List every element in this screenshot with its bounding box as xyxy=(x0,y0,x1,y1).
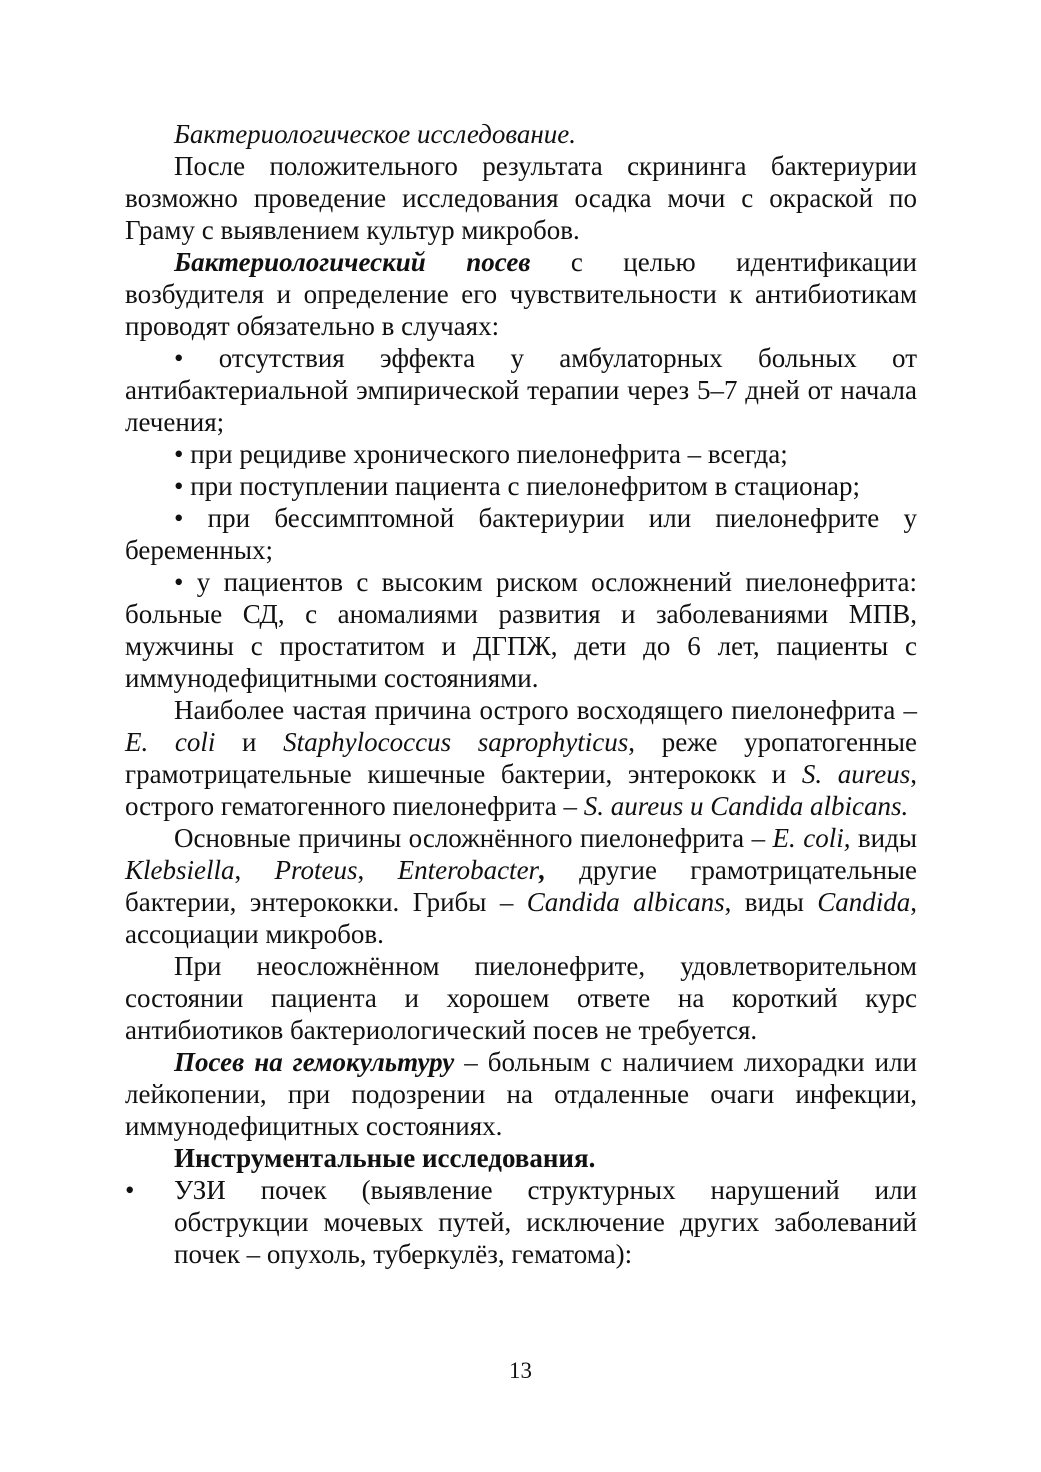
list-item: • у пациентов с высоким риском осложнений пиелонефрита: больные СД, с аномалиями развития и заболеваниями МПВ, мужчины с простатитом и ДГПЖ, дети до 6 лет, пациенты с иммунодефицитными состояниями. xyxy=(125,567,917,693)
text: , xyxy=(234,855,275,885)
section-heading-instrumental: Инструментальные исследования. xyxy=(174,1143,596,1173)
list-item: • при бессимптомной бактериурии или пиелонефрите у беременных; xyxy=(125,503,917,565)
species-name: S. aureus и Candida albicans. xyxy=(583,791,909,821)
bullet-mark: • xyxy=(125,1175,135,1205)
paragraph-blood-culture xyxy=(125,1046,917,1142)
paragraph-screening: После положительного результата скрининга бактериурии возможно проведение исследования осадка мочи с окраской по Граму с выявлением культур микробов. xyxy=(125,151,917,245)
list-item-ultrasound xyxy=(125,1174,917,1270)
paragraph-blood-culture-text: – больным с наличием лихорадки или лейкопении, при подозрении на отдаленные очаги инфекции, иммунодефицитных состояниях. xyxy=(125,1047,917,1141)
species-name: S. aureus xyxy=(801,759,911,789)
species-name: E. coli, xyxy=(772,823,851,853)
term-blood-culture: Посев на гемокультуру xyxy=(174,1047,455,1077)
text: , ассоциации микробов. xyxy=(125,887,917,949)
list-item: • при рецидиве хронического пиелонефрита – всегда; xyxy=(174,439,788,469)
paragraph-culture-text: с целью идентификации возбудителя и определение его чувствительности к антибиотикам проводят обязательно в случаях: xyxy=(125,247,918,341)
species-name: Enterobacter xyxy=(397,855,540,885)
text: Основные причины осложнённого пиелонефрита – xyxy=(174,823,773,853)
species-name: Staphylococcus saprophyticus xyxy=(283,727,629,757)
paragraph-culture xyxy=(125,246,917,342)
species-name: Candida albicans xyxy=(526,887,725,917)
species-name: Candida xyxy=(817,887,911,917)
text: , реже уропатогенные грамотрицательные кишечные бактерии, энтерококк и xyxy=(125,727,918,789)
paragraph-acute-causes xyxy=(125,694,917,822)
page-body xyxy=(125,118,917,1270)
text: , острого гематогенного пиелонефрита – xyxy=(125,759,917,821)
text: , xyxy=(539,855,546,885)
list-item-text: УЗИ почек (выявление структурных нарушений или обструкции мочевых путей, исключение других заболеваний почек – опухоль, туберкулёз, гематома): xyxy=(174,1175,917,1269)
paragraph-complicated-causes xyxy=(125,822,917,950)
indications-list xyxy=(125,342,917,694)
species-name: E. coli xyxy=(125,727,216,757)
species-name: Klebsiella xyxy=(125,855,235,885)
paragraph-uncomplicated: При неосложнённом пиелонефрите, удовлетворительном состоянии пациента и хорошем ответе на короткий курс антибиотиков бактериологический посев не требуется. xyxy=(125,951,917,1045)
text: , xyxy=(357,855,398,885)
list-item: • при поступлении пациента с пиелонефритом в стационар; xyxy=(174,471,861,501)
text: и xyxy=(215,727,284,757)
section-heading-bacteriology: Бактериологическое исследование. xyxy=(174,119,577,149)
text: , виды xyxy=(724,887,818,917)
page-number: 13 xyxy=(509,1358,532,1383)
term-bact-culture: Бактериологический посев xyxy=(174,247,531,277)
text: другие грамотрицательные бактерии, энтерококки. Грибы – xyxy=(125,855,918,917)
list-item: • отсутствия эффекта у амбулаторных больных от антибактериальной эмпирической терапии через 5–7 дней от начала лечения; xyxy=(125,343,917,437)
text: Наиболее частая причина острого восходящего пиелонефрита – xyxy=(174,695,917,725)
species-name: Proteus xyxy=(274,855,358,885)
text: виды xyxy=(850,823,918,853)
